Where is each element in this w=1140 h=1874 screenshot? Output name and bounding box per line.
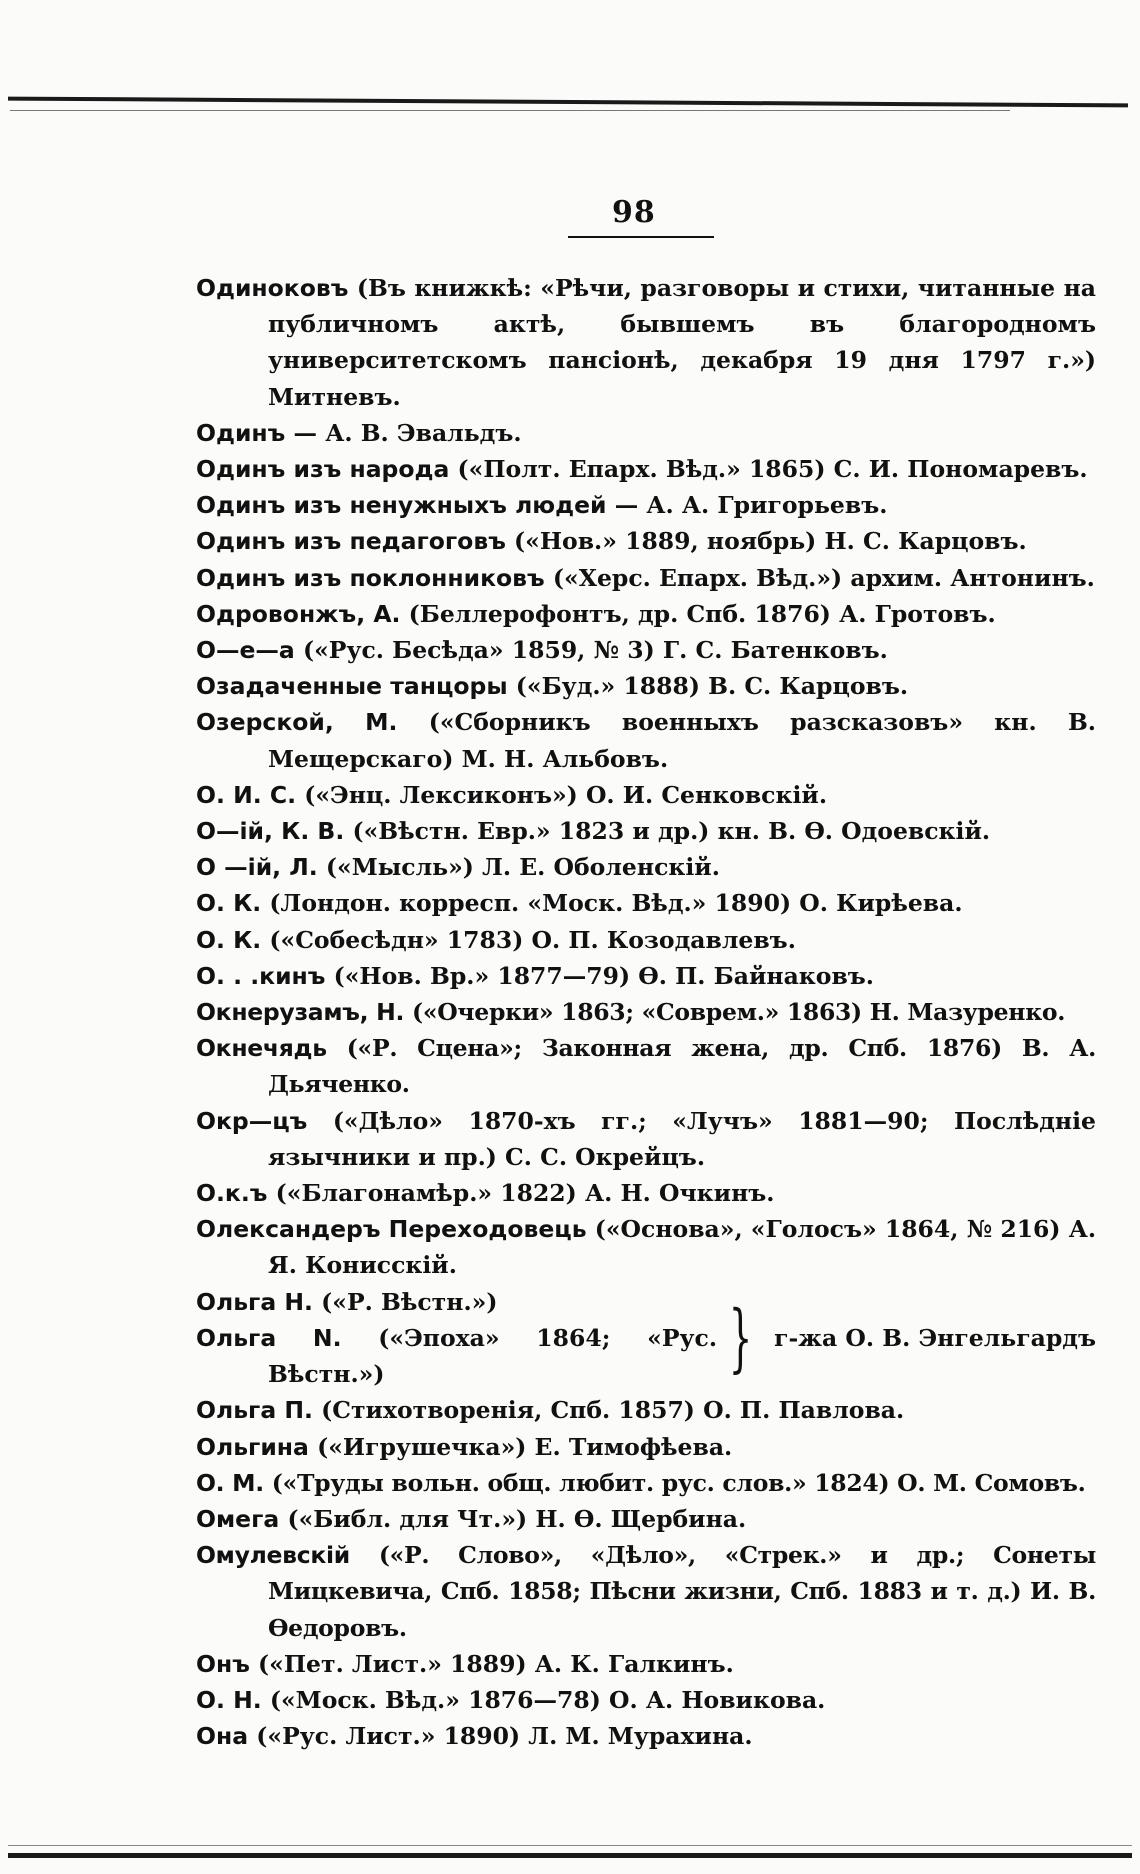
entry-9: Озерской, М. («Сборникъ военныхъ разсказовъ» кн. В. Мещерскаго) М. Н. Альбовъ.: [196, 708, 1096, 773]
entry2-6: О. Н. («Моск. Вѣд.» 1876—78) О. А. Новикова.: [196, 1685, 826, 1714]
entry-3: Одинъ изъ ненужныхъ людей — А. А. Григорьевъ.: [196, 491, 888, 520]
entry-8: Озадаченные танцоры («Буд.» 1888) В. С. Карцовъ.: [196, 672, 909, 701]
entry-18: Окр—цъ («Дѣло» 1870-хъ гг.; «Лучъ» 1881—90; Послѣдніе язычники и пр.) С. С. Окрейцъ.: [196, 1106, 1096, 1171]
entry2-7: Она («Рус. Лист.» 1890) Л. М. Мурахина.: [196, 1722, 753, 1751]
top-rule-thin: [10, 110, 1010, 111]
bracketed-group: [196, 1284, 1096, 1393]
entry-6: Одровонжъ, А. (Беллерофонтъ, др. Спб. 1876) А. Гротовъ.: [196, 599, 996, 628]
entry-16: Окнерузамъ, Н. («Очерки» 1863; «Соврем.» 1863) Н. Мазуренко.: [196, 998, 1066, 1027]
entry-7: О—е—а («Рус. Бесѣда» 1859, № 3) Г. С. Батенковъ.: [196, 636, 888, 665]
entry2-3: Омега («Библ. для Чт.») Н. Ѳ. Щербина.: [196, 1504, 747, 1533]
entry2-2: О. М. («Труды вольн. общ. любит. рус. слов.» 1824) О. М. Сомовъ.: [196, 1468, 1086, 1497]
group-row-0: Ольга Н. («Р. Вѣстн.»): [196, 1287, 498, 1316]
entry-19: О.к.ъ («Благонамѣр.» 1822) А. Н. Очкинъ.: [196, 1179, 775, 1208]
entry-15: О. . .кинъ («Нов. Вр.» 1877—79) Ѳ. П. Байнаковъ.: [196, 961, 874, 990]
entry-4: Одинъ изъ педагоговъ («Нов.» 1889, ноябрь) Н. С. Карцовъ.: [196, 527, 1027, 556]
entry2-0: Ольга П. (Стихотворенія, Спб. 1857) О. П. Павлова.: [196, 1396, 905, 1425]
entry-11: О—ій, К. В. («Вѣстн. Евр.» 1823 и др.) кн. В. Ѳ. Одоевскій.: [196, 817, 991, 846]
group-row-1: Ольга N. («Эпоха» 1864; «Рус. Вѣстн.»): [196, 1323, 718, 1389]
entry-0: Одиноковъ (Въ книжкѣ: «Рѣчи, разговоры и стихи, читанные на публичномъ актѣ, бывшемъ въ благородномъ университетскомъ пансіонѣ, декабря 19 дня 1797 г.») Митневъ.: [196, 274, 1096, 411]
entry-14: О. К. («Собесѣдн» 1783) О. П. Козодавлевъ.: [196, 925, 796, 954]
entry-2: Одинъ изъ народа («Полт. Епарх. Вѣд.» 1865) С. И. Пономаревъ.: [196, 455, 1088, 484]
entries-list: [196, 270, 1096, 1754]
entry-17: Окнечядь («Р. Сцена»; Законная жена, др. Спб. 1876) В. А. Дьяченко.: [196, 1034, 1096, 1099]
page-number: 98: [612, 195, 656, 230]
bracketed-rows: [196, 1284, 717, 1393]
entry-10: О. И. С. («Энц. Лексиконъ») О. И. Сенковскій.: [196, 780, 827, 809]
bottom-rule-thin: [8, 1845, 1132, 1846]
entry-13: О. К. (Лондон. корресп. «Моск. Вѣд.» 1890) О. Кирѣева.: [196, 889, 963, 918]
curly-brace: }: [728, 1294, 753, 1381]
bottom-rule: [8, 1853, 1132, 1858]
entry2-5: Онъ («Пет. Лист.» 1889) А. К. Галкинъ.: [196, 1649, 734, 1678]
entry-20: Олександеръ Переходовець («Основа», «Голосъ» 1864, № 216) А. Я. Конисскій.: [196, 1215, 1097, 1280]
group-attribution: г-жа О. В. Энгельгардъ: [774, 1323, 1096, 1352]
entry-5: Одинъ изъ поклонниковъ («Херс. Епарх. Вѣд.») архим. Антонинъ.: [196, 563, 1095, 592]
entry2-4: Омулевскій («Р. Слово», «Дѣло», «Стрек.» и др.; Сонеты Мицкевича, Спб. 1858; Пѣсни жизни, Спб. 1883 и т. д.) И. В. Ѳедоровъ.: [196, 1541, 1096, 1642]
page-number-underline: [568, 236, 714, 238]
entry-1: Одинъ — А. В. Эвальдъ.: [196, 418, 522, 447]
entry-12: О —ій, Л. («Мысль») Л. Е. Оболенскій.: [196, 853, 720, 882]
top-rule: [8, 97, 1128, 108]
entry2-1: Ольгина («Игрушечка») Е. Тимофѣева.: [196, 1432, 733, 1461]
